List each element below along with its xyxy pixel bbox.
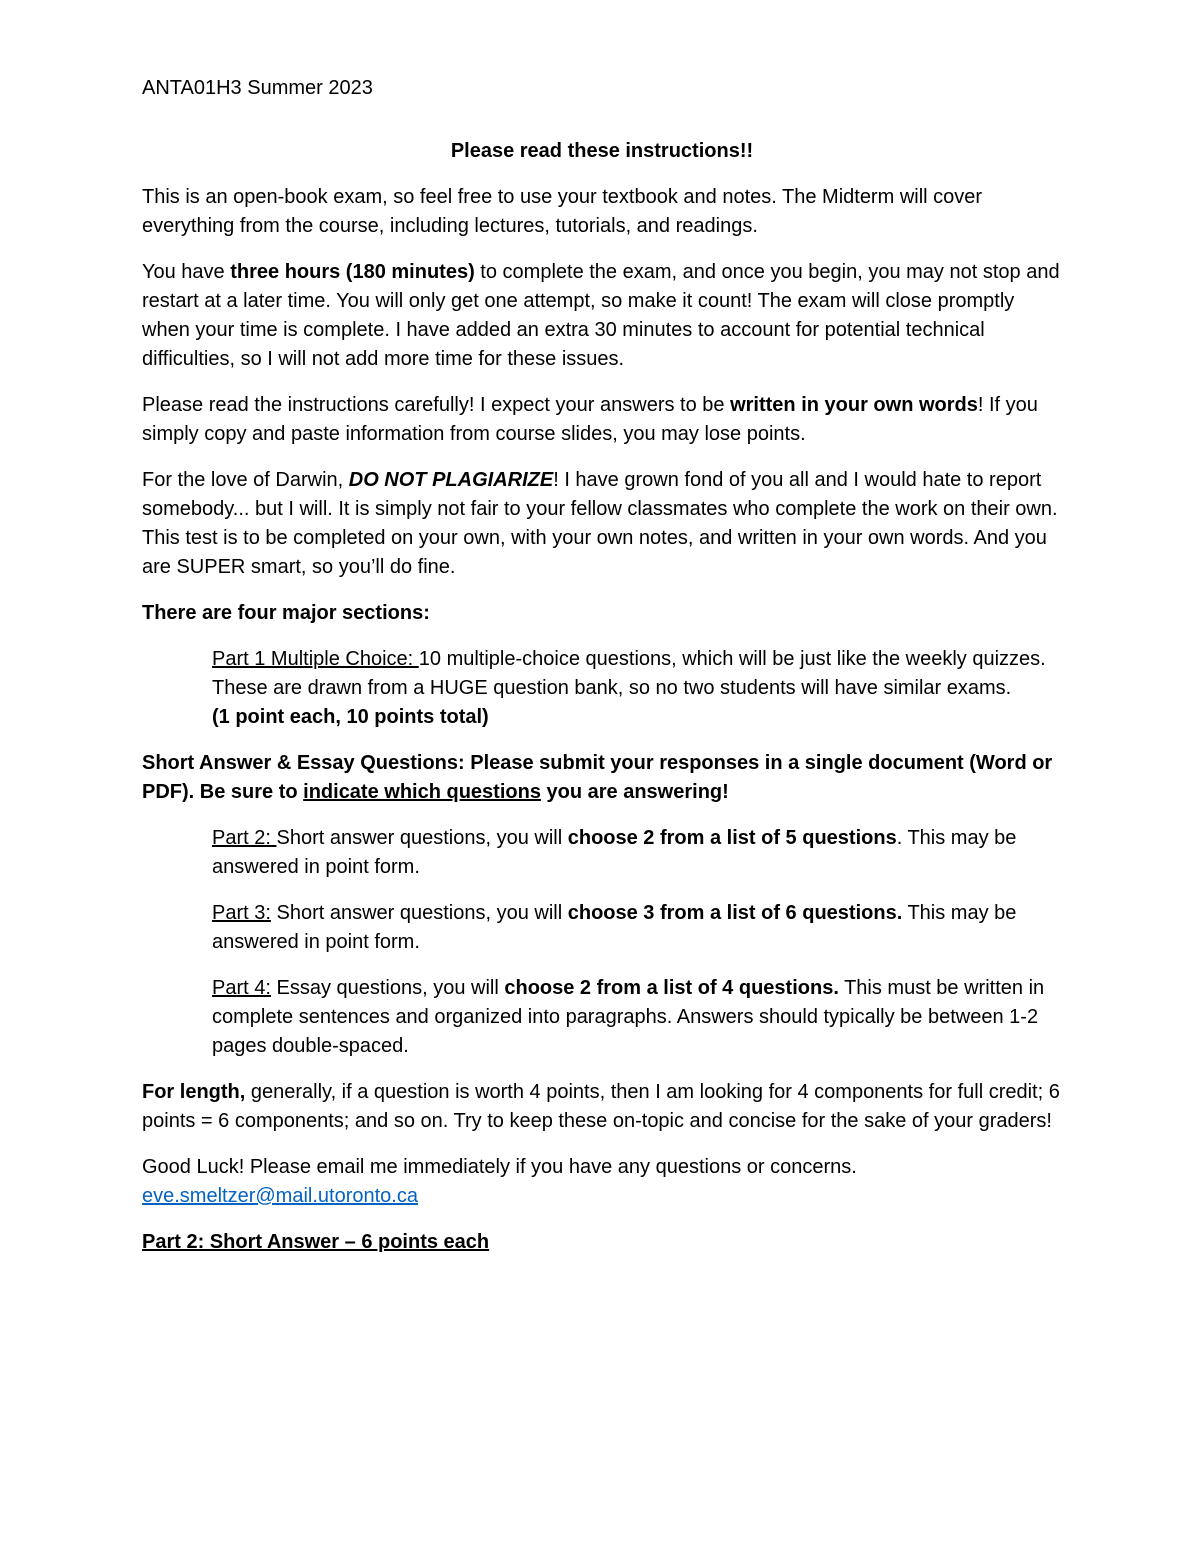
part3-description (212, 899, 1062, 957)
part4-bold: choose 2 from a list of 4 questions. (504, 977, 839, 999)
plagiarism-a: For the love of Darwin, (142, 469, 349, 491)
part2-label: Part 2: (212, 827, 277, 849)
part1-description (212, 645, 1062, 732)
part1-label: Part 1 Multiple Choice: (212, 648, 419, 670)
short-answer-heading (142, 749, 1062, 807)
part2-bold: choose 2 from a list of 5 questions (567, 827, 897, 849)
part1-points: (1 point each, 10 points total) (212, 706, 489, 728)
instructions-title (142, 137, 1062, 166)
length-bold: For length, (142, 1081, 246, 1103)
part4-description (212, 974, 1062, 1061)
time-text-bold: three hours (180 minutes) (230, 261, 475, 283)
part3-label: Part 3: (212, 902, 271, 924)
paragraph-time-limit (142, 258, 1062, 374)
plagiarism-c: ! I have grown fond of you all and I would hate to report somebody... but I will. It is simply not fair to your fellow classmates who complete the work on their own. This test is to be completed on your own, with your own notes, and written in your own words. And you are SUPER smart, so you’ll do fine. (142, 469, 1058, 578)
email-link[interactable]: eve.smeltzer@mail.utoronto.ca (142, 1185, 418, 1207)
sections-heading (142, 599, 1062, 628)
part3-bold: choose 3 from a list of 6 questions. (567, 902, 903, 924)
own-words-a: Please read the instructions carefully! I expect your answers to be (142, 394, 731, 416)
own-words-bold: written in your own words (730, 394, 978, 416)
paragraph-plagiarism (142, 466, 1062, 582)
own-words-c: ! If you simply copy and paste information from course slides, you may lose points. (142, 394, 1038, 445)
paragraph-good-luck (142, 1153, 1062, 1211)
course-header: ANTA01H3 Summer 2023 (142, 77, 373, 99)
length-text: generally, if a question is worth 4 points, then I am looking for 4 components for full credit; 6 points = 6 components; and so on. Try to keep these on-topic and concise for the sake of your graders! (142, 1081, 1060, 1132)
part4-c: This must be written in complete sentences and organized into paragraphs. Answers should typically be between 1-2 pages double-spaced. (212, 977, 1045, 1057)
short-answer-underlined: indicate which questions (303, 781, 541, 803)
paragraph-own-words (142, 391, 1062, 449)
part2-section-heading-text: Part 2: Short Answer – 6 points each (142, 1231, 490, 1253)
instructions-title-text: Please read these instructions!! (450, 140, 754, 162)
time-text-a: You have (142, 261, 231, 283)
time-text-c: to complete the exam, and once you begin, you may not stop and restart at a later time. You will only get one attempt, so make it count! The exam will close promptly when your time is complete. I have added an extra 30 minutes to account for potential technical difficulties, so I will not add more time for these issues. (142, 261, 1060, 370)
plagiarism-bold: DO NOT PLAGIARIZE (348, 469, 554, 491)
part2-section-heading (142, 1228, 1062, 1257)
paragraph-open-book: This is an open-book exam, so feel free to use your textbook and notes. The Midterm will cover everything from the course, including lectures, tutorials, and readings. (142, 186, 983, 237)
short-answer-c: you are answering! (540, 781, 729, 803)
paragraph-length (142, 1078, 1062, 1136)
part2-a: Short answer questions, you will (276, 827, 568, 849)
part3-a: Short answer questions, you will (270, 902, 568, 924)
part1-text: 10 multiple-choice questions, which will be just like the weekly quizzes. These are drawn from a HUGE question bank, so no two students will have similar exams. (212, 648, 1046, 699)
part4-a: Essay questions, you will (270, 977, 505, 999)
short-answer-a: Short Answer & Essay Questions: Please submit your responses in a single document (Word or PDF). Be sure to (142, 752, 1053, 803)
part2-c: . This may be answered in point form. (212, 827, 1017, 878)
sections-heading-text: There are four major sections: (142, 602, 430, 624)
part2-description (212, 824, 1062, 882)
part3-c: This may be answered in point form. (212, 902, 1017, 953)
document-body (142, 74, 1062, 1274)
good-luck-text: Good Luck! Please email me immediately if you have any questions or concerns. (142, 1156, 857, 1178)
part4-label: Part 4: (212, 977, 271, 999)
